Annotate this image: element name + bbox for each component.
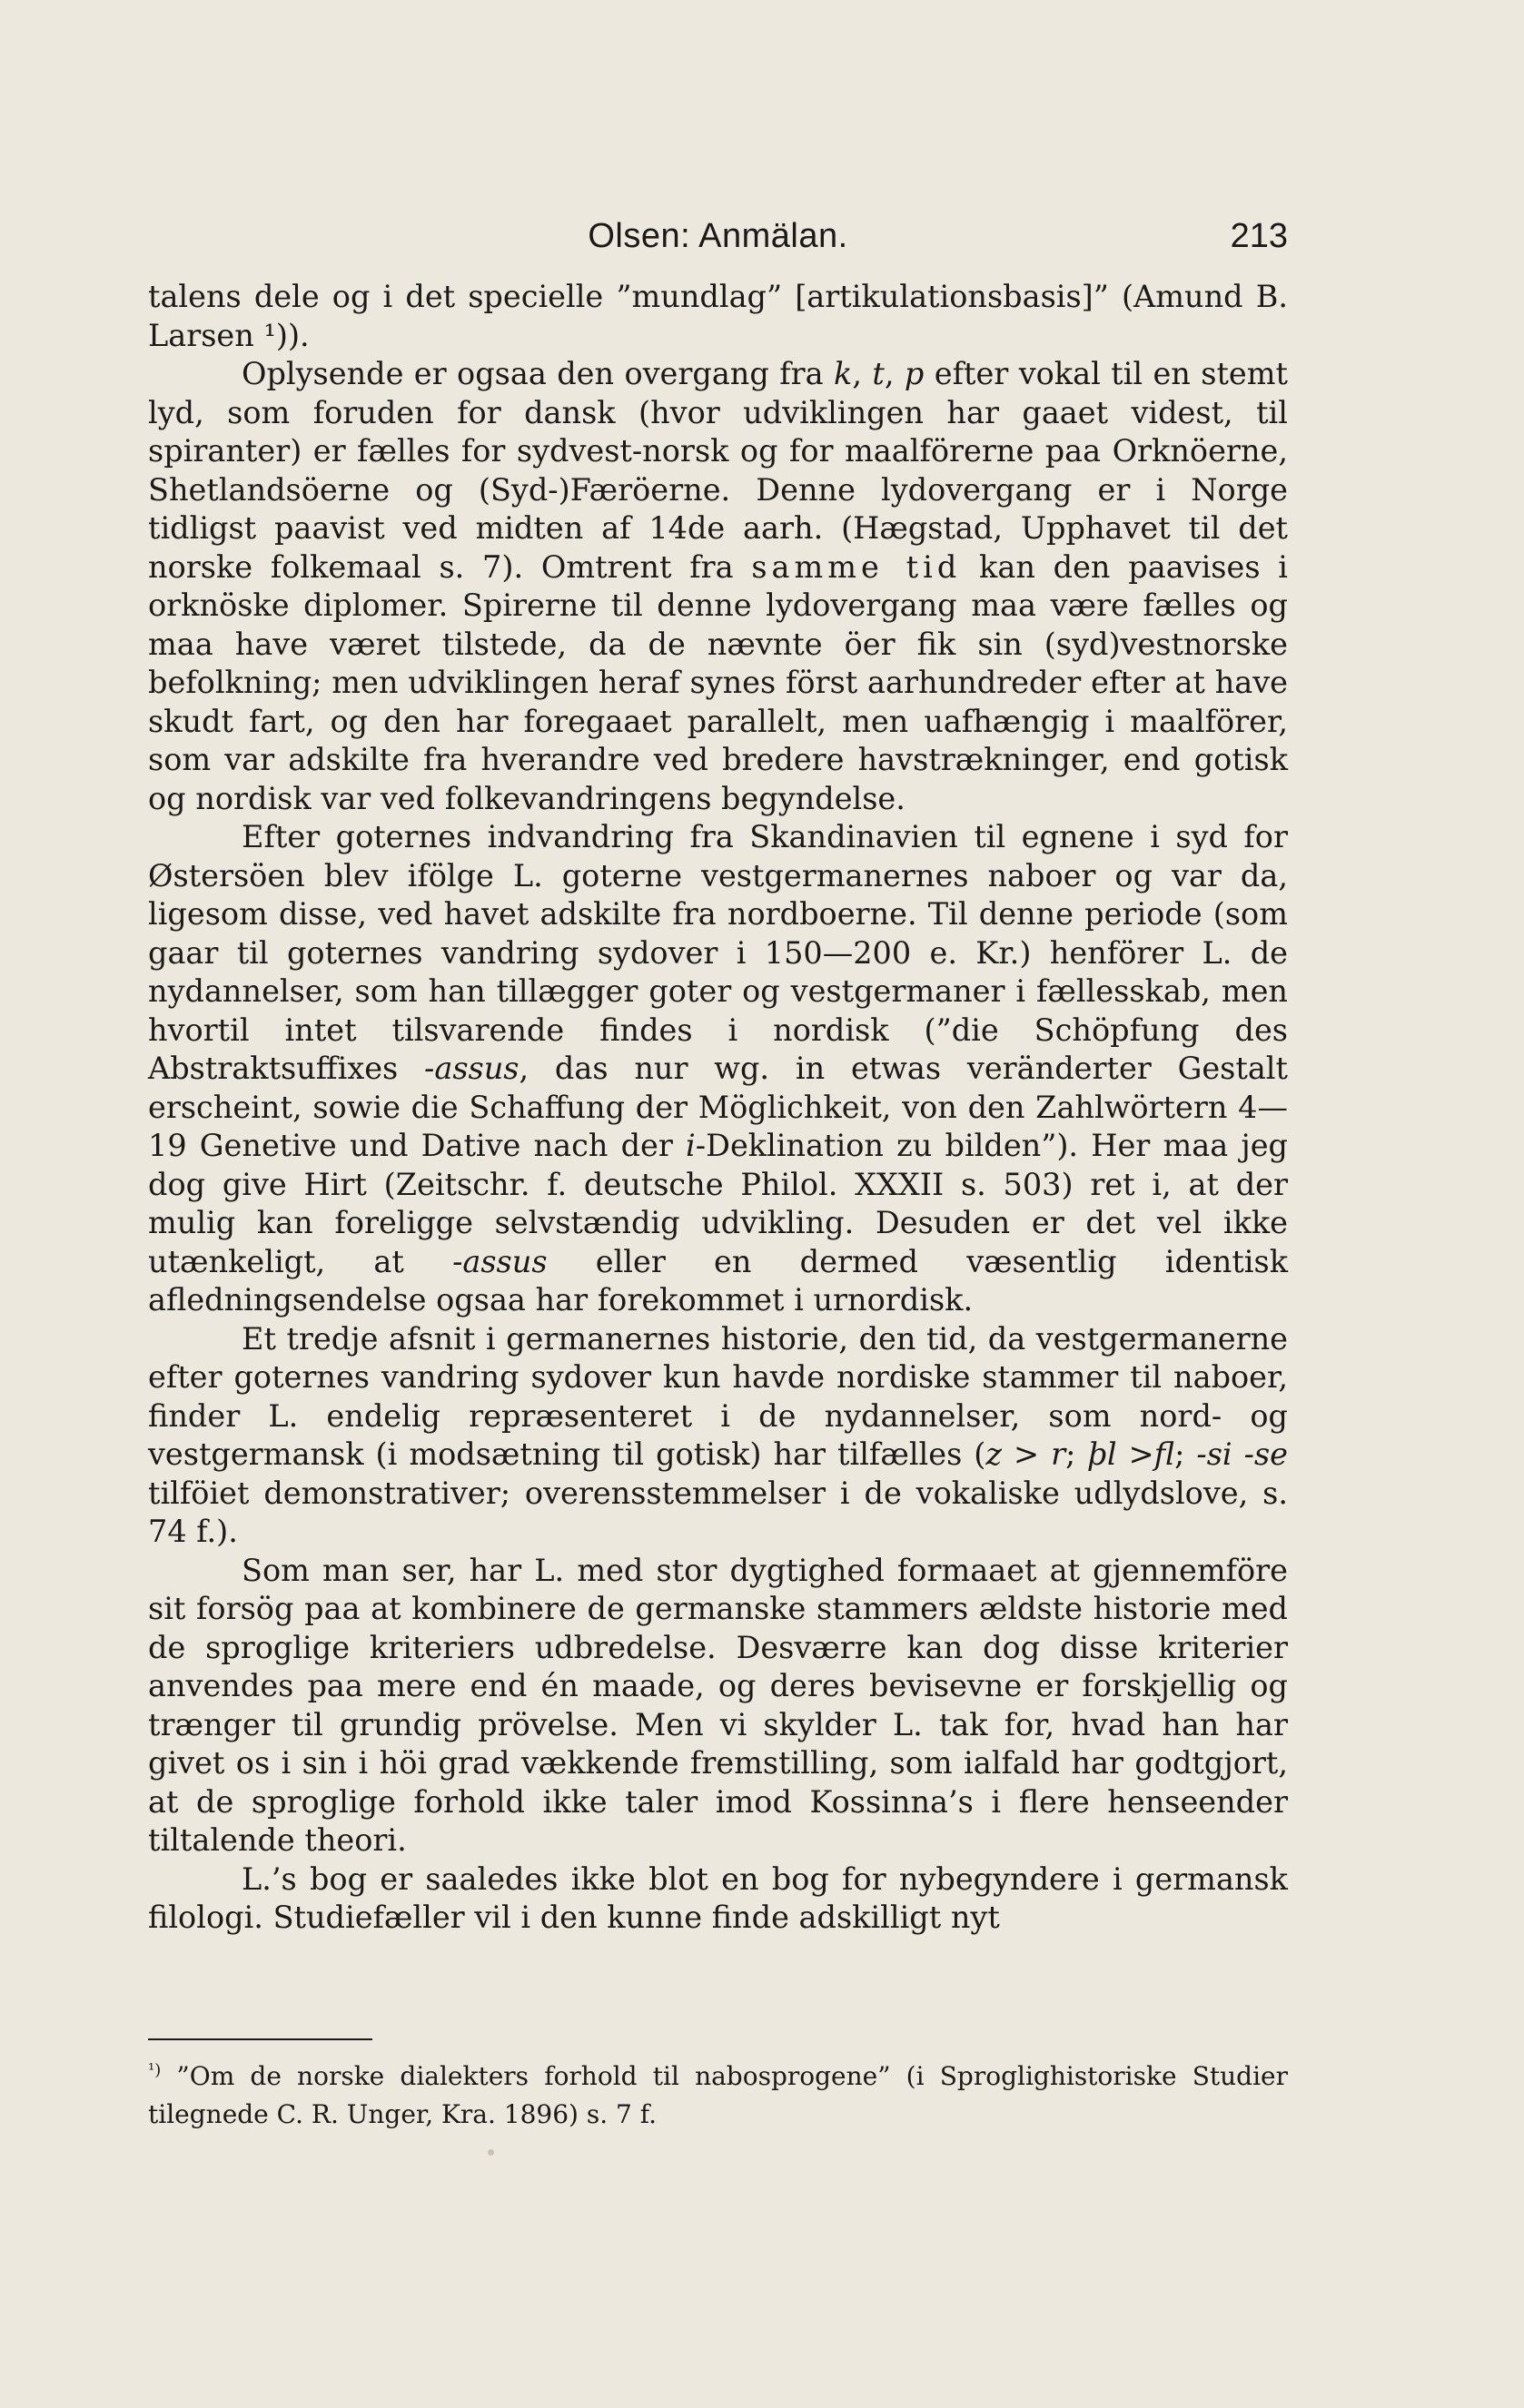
formula-arrow-1: >: [1002, 1436, 1052, 1472]
paragraph-2-k: k: [834, 356, 853, 391]
running-header: [148, 211, 1288, 262]
paragraph-5: Som man ser, har L. med stor dygtighed formaaet at gjennemföre sit forsög paa at kombinere de germanske stammers ældste historie med de sproglige kriteriers udbredelse. Desværre kan dog disse kriterier anvendes paa mere end én maade, og deres bevisevne er forskjellig og trænger til grundig prövelse. Men vi skylder L. tak for, hvad han har givet os i sin i höi grad vækkende fremstilling, som ialfald har godtgjort, at de sproglige forhold ikke taler imod Kossinna’s i flere henseender tiltalende theori.: [148, 1552, 1288, 1858]
formula-si: -si: [1196, 1436, 1232, 1472]
paragraph-3-text-c: -Deklination zu bilden”). Her maa jeg dog give Hirt (Zeitschr. f. deutsche Philol. XXXII s. 503) ret i, at der mulig kan foreligge selvstændig udvikling. Desuden er det vel ikke utænkeligt, at: [148, 1128, 1288, 1279]
paragraph-2-t: t: [872, 356, 885, 391]
page-number: 213: [1230, 217, 1288, 255]
paragraph-2-text-a: Oplysende er ogsaa den overgang fra: [242, 356, 835, 391]
footnote-text: ”Om de norske dialekters forhold til nabosprogene” (i Sproglighistoriske Studier tilegnede C. R. Unger, Kra. 1896) s. 7 f.: [148, 2061, 1289, 2129]
paragraph-2-text-b: efter vokal til en stemt lyd, som foruden for dansk (hvor udviklingen har gaaet videst, til spiranter) er fælles for sydvest-norsk og for maalförerne paa Orknöerne, Shetlandsöerne og (Syd-)Færöerne. Denne lydovergang er i Norge tidligst paavist ved midten af 14de aarh. (Hægstad, Upphavet til det norske folkemaal s. 7). Omtrent fra: [148, 356, 1288, 585]
paragraph-4: [148, 1320, 1288, 1552]
paragraph-4-text-b: tilföiet demonstrativer; overensstemmelser i de vokaliske udlydslove, s. 74 f.).: [148, 1475, 1288, 1549]
paragraph-2-text-c: kan den paavises i orknöske diplomer. Spirerne til denne lydovergang maa være fælles og maa have været tilstede, da de nævnte öer fik sin (syd)vestnorske befolkning; men udviklingen heraf synes först aarhundreder efter at have skudt fart, og den har foregaaet parallelt, men uafhængig i maalförer, som var adskilte fra hverandre ved bredere havstrækninger, end gotisk og nordisk var ved folkevandringens begyndelse.: [148, 548, 1289, 816]
paragraph-3-text-a: Efter goternes indvandring fra Skandinavien til egnene i syd for Østersöen blev ifölge L. goterne vestgermanernes naboer og var da, ligesom disse, ved havet adskilte fra nordboerne. Til denne periode (som gaar til goternes vandring sydover i 150—200 e. Kr.) henförer L. de nydannelser, som han tillægger goter og vestgermaner i fællesskab, men hvortil intet tilsvarende findes i nordisk (”die Schöpfung des Abstraktsuffixes: [148, 819, 1288, 1086]
paragraph-2-spaced-phrase: samme tid: [751, 548, 962, 585]
footnote-marker: ¹): [148, 2060, 162, 2080]
paragraph-2-comma-a: ,: [852, 356, 873, 391]
paragraph-2-comma-b: ,: [884, 356, 905, 391]
formula-se: -se: [1243, 1436, 1289, 1472]
running-title: Olsen: Anmälan.: [588, 217, 848, 255]
paragraph-4-text-a: Et tredje afsnit i germanernes historie, den tid, da vestgermanerne efter goternes vandring sydover kun havde nordiske stammer til naboer, finder L. endelig repræsenteret i de nydannelser, som nord- og vestgermansk (i modsætning til gotisk) har tilfælles (: [148, 1320, 1288, 1472]
paragraph-3-assus-1: -assus: [424, 1051, 520, 1086]
body-text: [148, 278, 1288, 1938]
formula-z: z: [985, 1436, 1003, 1472]
formula-separator-2: ;: [1174, 1436, 1197, 1472]
formula-separator-1: ;: [1065, 1436, 1088, 1472]
paragraph-3-assus-2: -assus: [452, 1243, 548, 1279]
footnote: [148, 2058, 1288, 2134]
formula-space: [1232, 1436, 1244, 1472]
paragraph-3-text-d: eller en dermed væsentlig identisk afledningsendelse ogsaa har forekommet i urnordisk.: [148, 1243, 1288, 1317]
paragraph-2-p: p: [904, 356, 925, 391]
paragraph-6: L.’s bog er saaledes ikke blot en bog for nybegyndere i germansk filologi. Studiefæller vil i den kunne finde adskilligt nyt: [148, 1860, 1288, 1935]
formula-thl: þl: [1087, 1436, 1117, 1472]
paragraph-3-i: i: [686, 1128, 696, 1163]
formula-r: r: [1051, 1436, 1066, 1472]
formula-fl: fl: [1153, 1436, 1175, 1472]
footnote-divider: [148, 2038, 372, 2040]
formula-arrow-2: >: [1116, 1436, 1154, 1472]
paragraph-3: [148, 818, 1288, 1320]
paragraph-2: [148, 355, 1288, 818]
paper-speck: [488, 2149, 494, 2156]
paragraph-1: talens dele og i det specielle ”mundlag” [artikulationsbasis]” (Amund B. Larsen ¹)).: [148, 279, 1288, 353]
paragraph-3-text-b: , das nur wg. in etwas veränderter Gestalt erscheint, sowie die Schaffung der Möglichkeit, von den Zahlwörtern 4—19 Genetive und Dative nach der: [148, 1051, 1288, 1163]
